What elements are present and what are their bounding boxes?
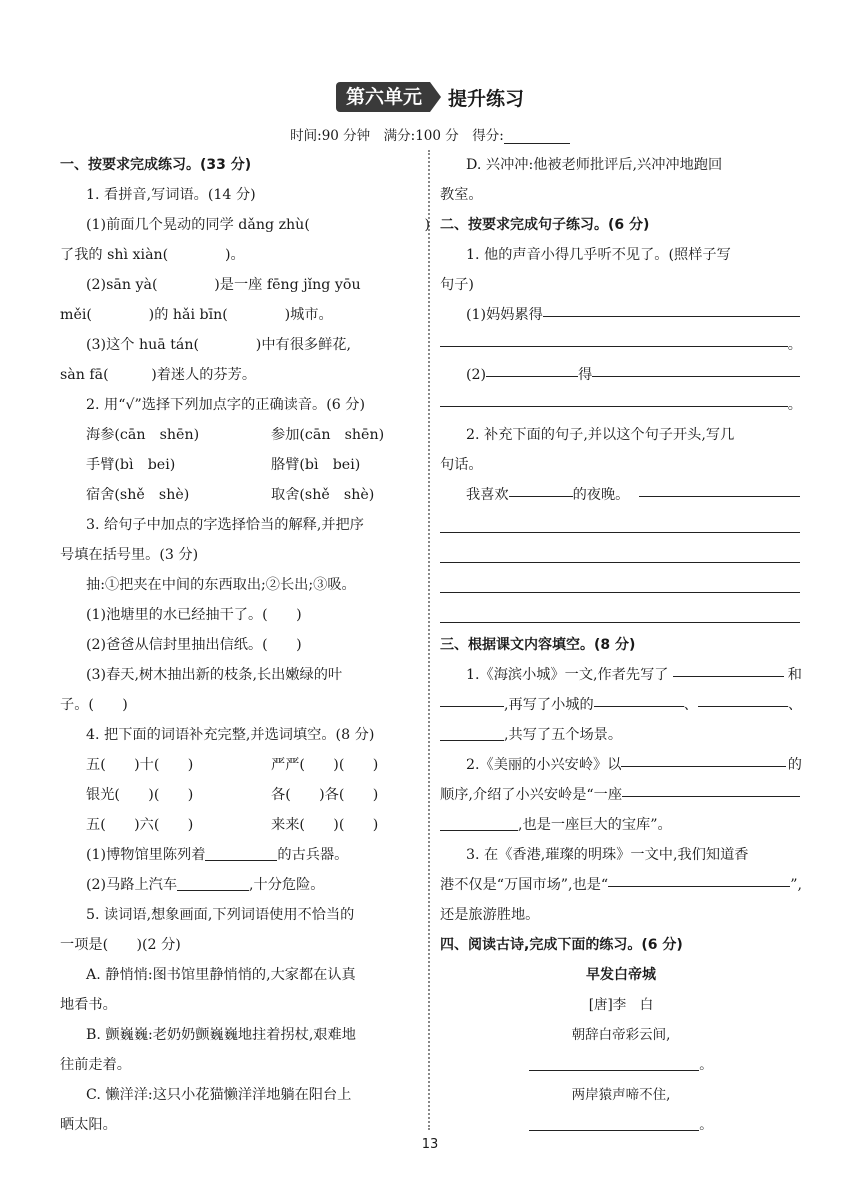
answer-blank[interactable]: [529, 1114, 699, 1131]
section-1-heading: 一、按要求完成练习。(33 分): [60, 157, 252, 173]
sentence-q2: 2. 补充下面的句子,并以这个句子开头,写几: [466, 427, 735, 443]
answer-blank[interactable]: [440, 690, 504, 707]
q1-line: měi( )的 hǎi bīn( )城市。: [60, 307, 333, 323]
sentence-prompt: 的夜晚。: [572, 487, 630, 503]
q4-row: [60, 750, 430, 780]
q1-line: [60, 210, 430, 240]
q4-fill: [60, 840, 430, 870]
q3-sentence[interactable]: (1)池塘里的水已经抽干了。( ): [86, 607, 302, 623]
sentence-q2-start: [440, 480, 802, 510]
period: 。: [787, 397, 802, 413]
q5-option-b[interactable]: B. 颤巍巍:老奶奶颤巍巍地拄着拐杖,艰难地: [86, 1027, 356, 1043]
writing-line[interactable]: [440, 570, 802, 600]
poem-blank-line: [440, 1050, 802, 1080]
q4-fill-text: (2)马路上汽车: [86, 877, 178, 893]
content-q2: [440, 750, 802, 780]
content-text: ,再写了小城的: [504, 697, 594, 713]
question-5-cont: 一项是( )(2 分): [60, 937, 181, 953]
content-q1: [440, 660, 802, 690]
right-column: [440, 150, 802, 1140]
q2-row: [60, 480, 430, 510]
sentence-prompt: 得: [578, 367, 593, 383]
content-text: 2.《美丽的小兴安岭》以: [466, 757, 622, 773]
sentence-q1: 1. 他的声音小得几乎听不见了。(照样子写: [466, 247, 731, 263]
content-text: 港不仅是“万国市场”,也是“: [440, 877, 609, 893]
answer-blank[interactable]: [509, 480, 573, 497]
answer-blank[interactable]: [205, 844, 277, 861]
period: 。: [699, 1117, 713, 1133]
q2-row: [60, 450, 430, 480]
sentence-q1-1-cont: [440, 330, 802, 360]
content-text: 顺序,介绍了小兴安岭是“一座: [440, 787, 623, 803]
word-fill[interactable]: 银光( )( ): [86, 787, 194, 803]
q3-definition: 抽:①把夹在中间的东西取出;②长出;③吸。: [86, 577, 356, 593]
sentence-q1-2: [440, 360, 802, 390]
answer-blank[interactable]: [673, 660, 784, 677]
q5-option-d-cont: 教室。: [440, 187, 483, 203]
sentence-prompt: (2): [466, 367, 487, 383]
content-q2-cont: [440, 780, 802, 810]
answer-blank[interactable]: [440, 390, 788, 407]
q1-paren: ): [424, 217, 430, 233]
left-column: [60, 150, 430, 1140]
q1-text: (1)前面几个晃动的同学 dǎng zhù(: [86, 217, 310, 233]
q3-sentence[interactable]: (2)爸爸从信封里抽出信纸。( ): [86, 637, 302, 653]
exam-meta-text: 时间:90 分钟 满分:100 分 得分:: [290, 128, 504, 144]
reading-option[interactable]: 参加(cān shēn): [271, 427, 385, 443]
sentence-prompt: (1)妈妈累得: [466, 307, 543, 323]
poem-title: 早发白帝城: [586, 967, 656, 983]
answer-blank[interactable]: [440, 724, 504, 741]
answer-blank[interactable]: [639, 480, 800, 497]
q4-row: [60, 780, 430, 810]
reading-option[interactable]: 取舍(shě shè): [271, 487, 375, 503]
q1-line: (2)sān yà( )是一座 fēng jǐng yōu: [86, 277, 361, 293]
section-3-heading: 三、根据课文内容填空。(8 分): [440, 637, 636, 653]
question-2: 2. 用“√”选择下列加点字的正确读音。(6 分): [86, 397, 366, 413]
answer-blank[interactable]: [594, 690, 684, 707]
answer-blank[interactable]: [608, 870, 790, 887]
section-2-heading: 二、按要求完成句子练习。(6 分): [440, 217, 650, 233]
q4-row: [60, 810, 430, 840]
q5-option-c-cont: 晒太阳。: [60, 1117, 117, 1133]
sentence-prompt: 我喜欢: [466, 487, 509, 503]
word-fill[interactable]: 各( )各( ): [271, 787, 379, 803]
q4-fill-text: 的古兵器。: [277, 847, 349, 863]
answer-blank[interactable]: [698, 690, 788, 707]
q4-fill-text: (1)博物馆里陈列着: [86, 847, 206, 863]
content-text: 的: [787, 757, 802, 773]
answer-blank[interactable]: [529, 1054, 699, 1071]
q5-option-a-cont: 地看书。: [60, 997, 117, 1013]
q5-option-b-cont: 往前走着。: [60, 1057, 131, 1073]
unit-header: [0, 82, 860, 112]
q1-line: (3)这个 huā tán( )中有很多鲜花,: [86, 337, 351, 353]
answer-blank[interactable]: [622, 780, 800, 797]
q5-option-c[interactable]: C. 懒洋洋:这只小花猫懒洋洋地躺在阳台上: [86, 1087, 352, 1103]
content-text: ,也是一座巨大的宝库”。: [518, 817, 672, 833]
page-number: 13: [421, 1137, 439, 1152]
unit-badge: 第六单元: [336, 82, 430, 112]
sentence-q1-2-cont: [440, 390, 802, 420]
unit-title: 提升练习: [448, 87, 525, 110]
answer-blank[interactable]: [543, 300, 800, 317]
question-5: 5. 读词语,想象画面,下列词语使用不恰当的: [86, 907, 355, 923]
q5-option-a[interactable]: A. 静悄悄:图书馆里静悄悄的,大家都在认真: [86, 967, 356, 983]
period: 。: [787, 337, 802, 353]
question-3: 3. 给句子中加点的字选择恰当的解释,并把序: [86, 517, 364, 533]
reading-option[interactable]: 胳臂(bì bei): [271, 457, 361, 473]
q1-line: sàn fā( )着迷人的芬芳。: [60, 367, 257, 383]
answer-blank[interactable]: [621, 750, 785, 767]
poem-author: [唐]李 白: [588, 997, 654, 1013]
period: 。: [699, 1057, 713, 1073]
q5-option-d[interactable]: D. 兴冲冲:他被老师批评后,兴冲冲地跑回: [466, 157, 723, 173]
poem-line: 两岸猿声啼不住,: [571, 1087, 671, 1103]
content-q3: 3. 在《香港,璀璨的明珠》一文中,我们知道香: [466, 847, 749, 863]
poem-blank-line: [440, 1110, 802, 1140]
writing-line[interactable]: [440, 540, 802, 570]
content-q1-cont: [440, 720, 802, 750]
answer-blank[interactable]: [486, 360, 578, 377]
sentence-q1-1: [440, 300, 802, 330]
content-text: 、: [787, 697, 803, 713]
answer-blank[interactable]: [440, 814, 518, 831]
content-text: ”,: [790, 877, 802, 893]
q4-fill-text: ,十分危险。: [249, 877, 325, 893]
writing-line[interactable]: [440, 510, 802, 540]
exam-meta: [0, 124, 860, 144]
content-text: 、: [683, 697, 698, 713]
word-fill[interactable]: 严严( )( ): [271, 757, 379, 773]
content-text: ,共写了五个场景。: [504, 727, 623, 743]
q3-sentence[interactable]: (3)春天,树木抽出新的枝条,长出嫩绿的叶: [86, 667, 343, 683]
answer-blank[interactable]: [440, 330, 788, 347]
sentence-q2-cont: 句话。: [440, 457, 483, 473]
content-q1-cont: [440, 690, 802, 720]
content-text: 和: [787, 667, 802, 683]
question-1: 1. 看拼音,写词语。(14 分): [86, 187, 256, 203]
content-q3-cont: [440, 870, 802, 900]
q4-fill: [60, 870, 430, 900]
section-4-heading: 四、阅读古诗,完成下面的练习。(6 分): [440, 937, 683, 953]
answer-blank[interactable]: [177, 874, 249, 891]
poem-line: 朝辞白帝彩云间,: [571, 1027, 671, 1043]
reading-option[interactable]: 宿舍(shě shè): [86, 487, 190, 503]
content-text: 1.《海滨小城》一文,作者先写了: [466, 667, 669, 683]
answer-blank[interactable]: [592, 360, 800, 377]
content-q2-cont: [440, 810, 802, 840]
word-fill[interactable]: 五( )六( ): [86, 817, 194, 833]
reading-option[interactable]: 海参(cān shēn): [86, 427, 200, 443]
writing-line[interactable]: [440, 600, 802, 630]
question-3-cont: 号填在括号里。(3 分): [60, 547, 199, 563]
content-q3-cont: 还是旅游胜地。: [440, 907, 540, 923]
q2-row: [60, 420, 430, 450]
word-fill[interactable]: 五( )十( ): [86, 757, 194, 773]
question-4: 4. 把下面的词语补充完整,并选词填空。(8 分): [86, 727, 375, 743]
score-blank[interactable]: [504, 129, 570, 144]
q3-sentence-cont[interactable]: 子。( ): [60, 697, 128, 713]
q1-line: 了我的 shì xiàn( )。: [60, 247, 245, 263]
reading-option[interactable]: 手臂(bì bei): [86, 457, 176, 473]
sentence-q1-cont: 句子): [440, 277, 474, 293]
word-fill[interactable]: 来来( )( ): [271, 817, 379, 833]
